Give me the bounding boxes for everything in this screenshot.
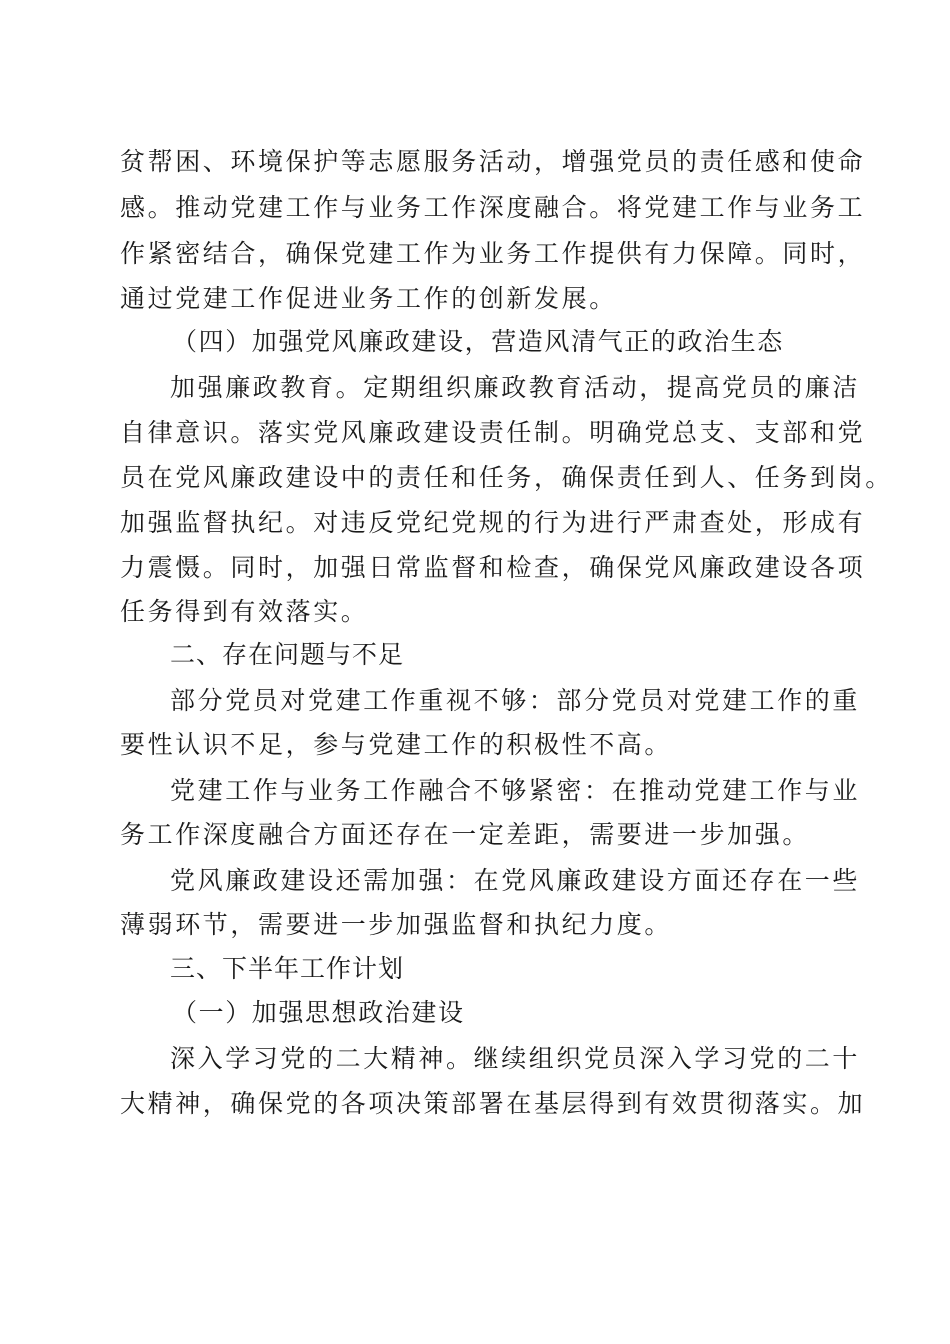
text-line: 感。推动党建工作与业务工作深度融合。将党建工作与业务工 [120,193,866,222]
paragraph-start: 党建工作与业务工作融合不够紧密：在推动党建工作与业 [170,776,861,805]
text-line: 作紧密结合，确保党建工作为业务工作提供有力保障。同时， [120,239,866,268]
text-line: 薄弱环节，需要进一步加强监督和执纪力度。 [120,910,673,939]
text-line: 务工作深度融合方面还存在一定差距，需要进一步加强。 [120,820,811,849]
paragraph-start: 加强廉政教育。定期组织廉政教育活动，提高党员的廉洁 [170,373,861,402]
text-line: 自律意识。落实党风廉政建设责任制。明确党总支、支部和党 [120,418,866,447]
text-line: 任务得到有效落实。 [120,597,369,626]
paragraph-start: 深入学习党的二大精神。继续组织党员深入学习党的二十 [170,1044,861,1073]
text-line: 要性认识不足，参与党建工作的积极性不高。 [120,730,673,759]
text-line: 贫帮困、环境保护等志愿服务活动，增强党员的责任感和使命 [120,147,866,176]
text-line: 大精神，确保党的各项决策部署在基层得到有效贯彻落实。加 [120,1089,866,1118]
text-line: 员在党风廉政建设中的责任和任务，确保责任到人、任务到岗。 [120,463,893,492]
subsection-heading: （一）加强思想政治建设 [172,998,465,1027]
subsection-heading: （四）加强党风廉政建设，营造风清气正的政治生态 [172,327,784,356]
section-heading: 二、存在问题与不足 [170,640,405,669]
text-line: 力震慑。同时，加强日常监督和检查，确保党风廉政建设各项 [120,553,866,582]
paragraph-start: 部分党员对党建工作重视不够：部分党员对党建工作的重 [170,686,861,715]
paragraph-start: 党风廉政建设还需加强：在党风廉政建设方面还存在一些 [170,866,861,895]
text-line: 通过党建工作促进业务工作的创新发展。 [120,284,617,313]
text-line: 加强监督执纪。对违反党纪党规的行为进行严肃查处，形成有 [120,508,866,537]
section-heading: 三、下半年工作计划 [170,954,405,983]
